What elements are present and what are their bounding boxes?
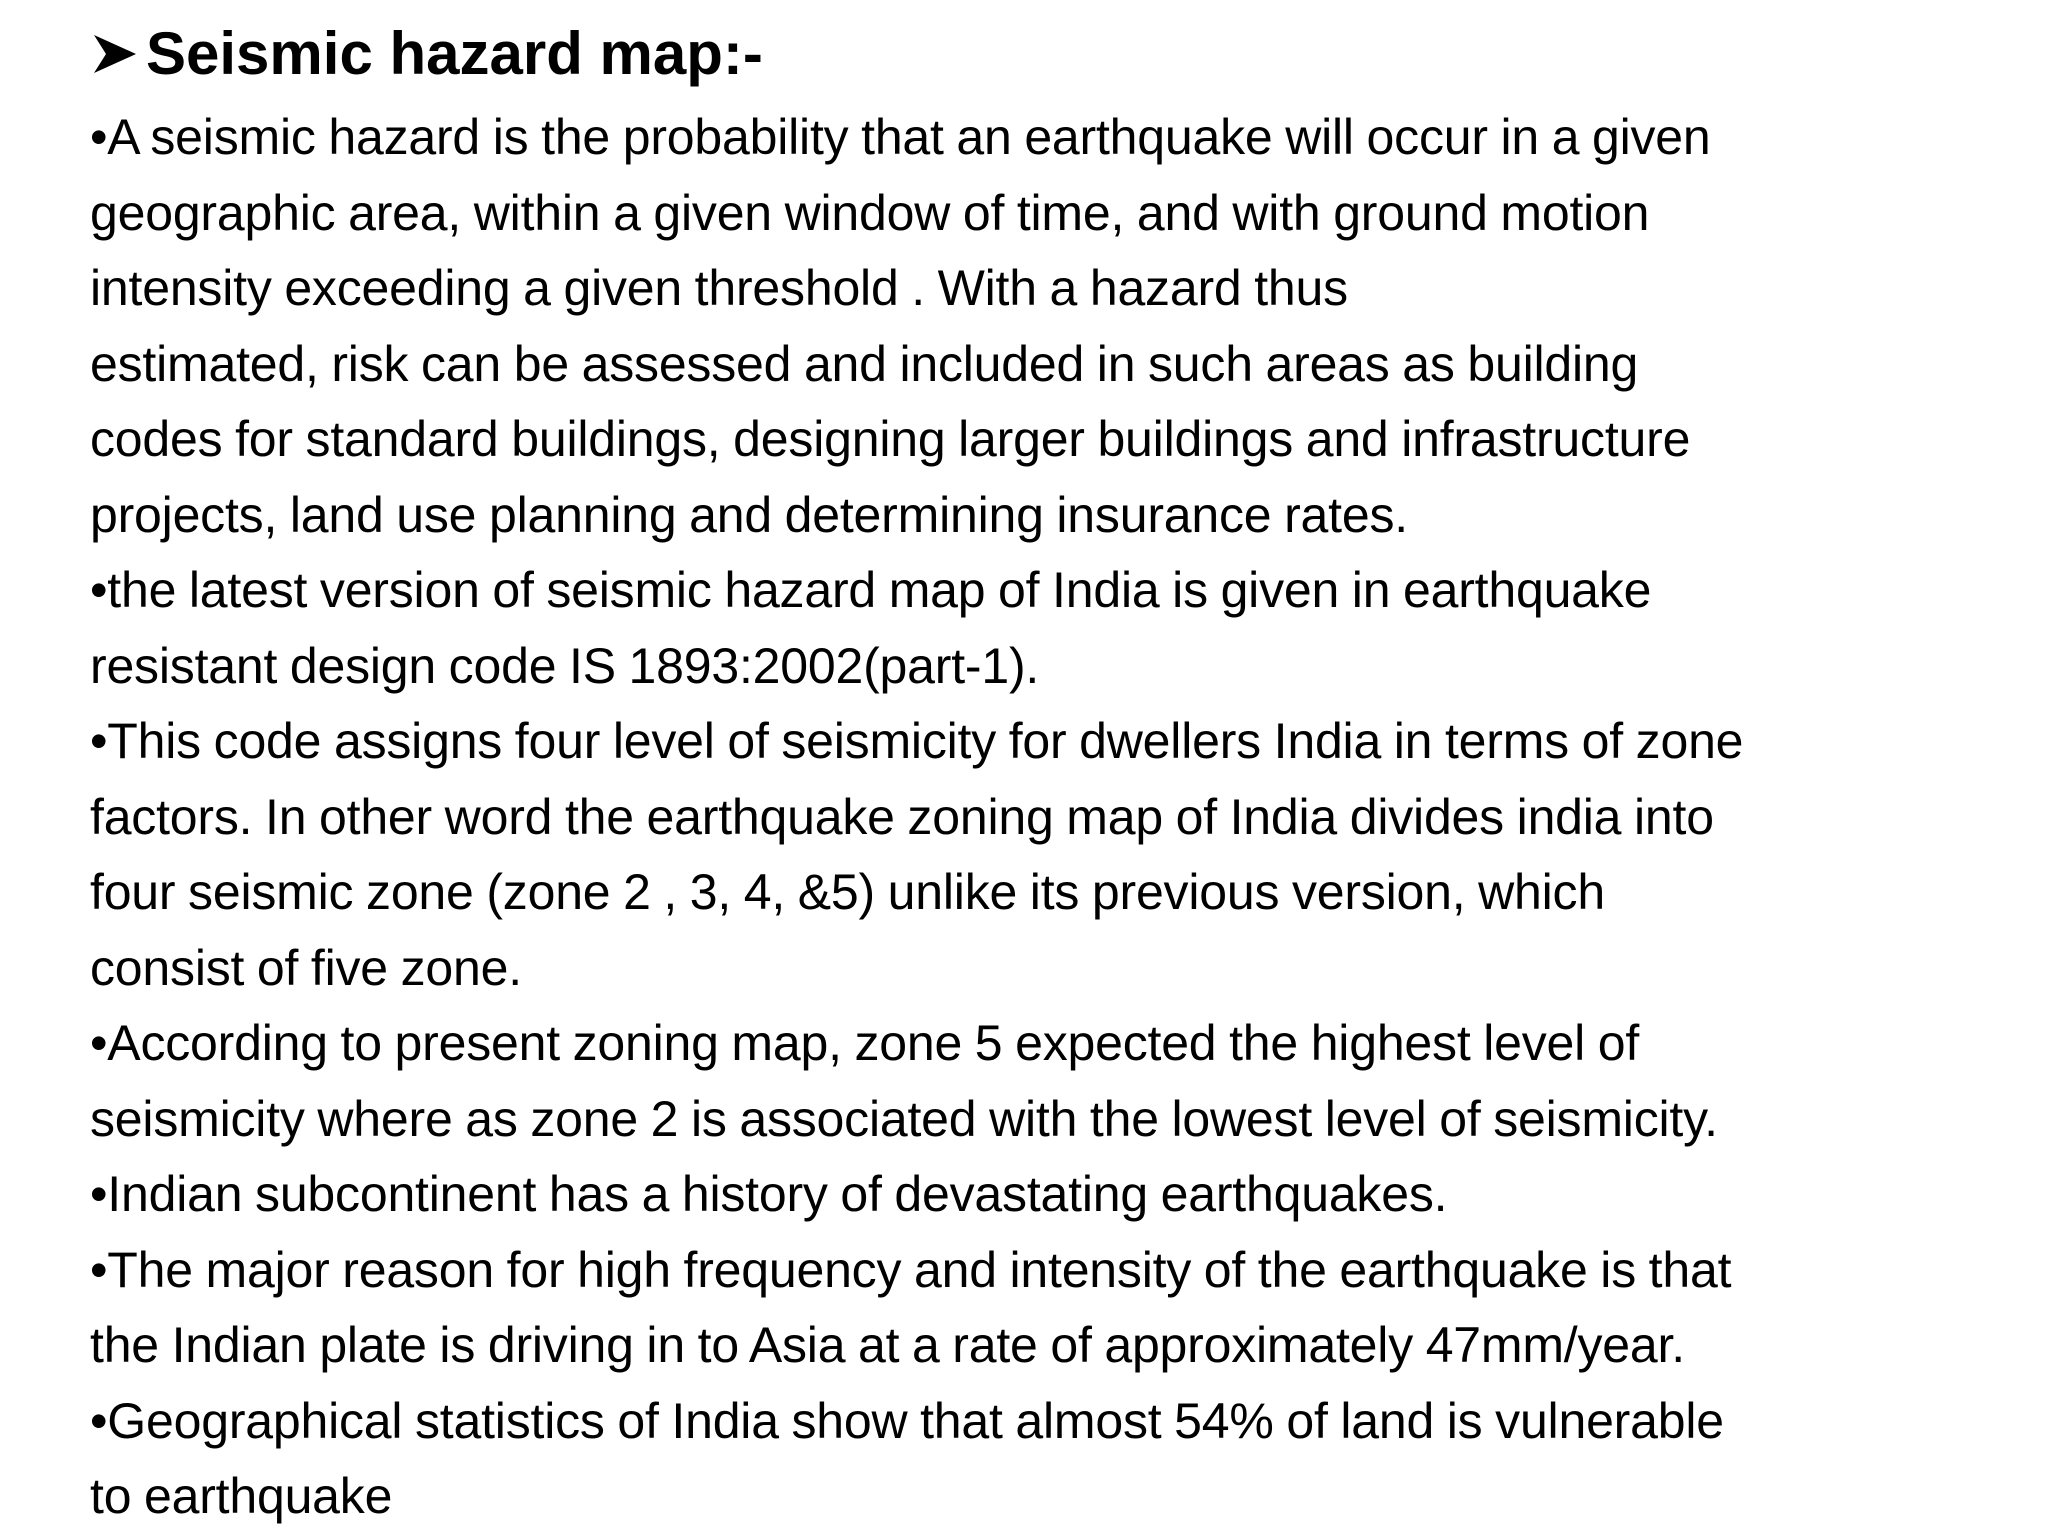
body-line: resistant design code IS 1893:2002(part-1). bbox=[90, 637, 1040, 694]
body-line: the Indian plate is driving in to Asia at a rate of approximately 47mm/year. bbox=[90, 1317, 1685, 1373]
body-line: consist of five zone. bbox=[90, 939, 522, 996]
slide-body bbox=[90, 100, 2035, 1535]
body-line: •This code assigns four level of seismicity for dwellers India in terms of zone bbox=[90, 713, 1744, 769]
body-line: geographic area, within a given window of time, and with ground motion bbox=[90, 184, 1650, 241]
body-line: codes for standard buildings, designing larger buildings and infrastructure bbox=[90, 411, 1691, 467]
body-line: •The major reason for high frequency and intensity of the earthquake is that bbox=[90, 1241, 1732, 1298]
slide-title-row bbox=[92, 14, 763, 94]
body-line: to earthquake bbox=[90, 1468, 393, 1524]
body-line: four seismic zone (zone 2 , 3, 4, &5) unlike its previous version, which bbox=[90, 864, 1605, 920]
body-line: •A seismic hazard is the probability that an earthquake will occur in a given bbox=[90, 109, 1711, 165]
body-line: factors. In other word the earthquake zoning map of India divides india into bbox=[90, 788, 1714, 845]
body-line: estimated, risk can be assessed and included in such areas as building bbox=[90, 335, 1639, 392]
body-line: •the latest version of seismic hazard map of India is given in earthquake bbox=[90, 562, 1652, 618]
body-line: seismicity where as zone 2 is associated with the lowest level of seismicity. bbox=[90, 1090, 1718, 1147]
arrowhead-bullet-icon bbox=[92, 31, 138, 77]
slide-title: Seismic hazard map:- bbox=[146, 20, 763, 87]
body-line: •Geographical statistics of India show that almost 54% of land is vulnerable bbox=[90, 1392, 1724, 1449]
body-line: projects, land use planning and determining insurance rates. bbox=[90, 486, 1408, 543]
body-line: •Indian subcontinent has a history of devastating earthquakes. bbox=[90, 1166, 1448, 1222]
body-line: •According to present zoning map, zone 5 expected the highest level of bbox=[90, 1015, 1640, 1071]
body-line: intensity exceeding a given threshold . With a hazard thus bbox=[90, 260, 1348, 316]
